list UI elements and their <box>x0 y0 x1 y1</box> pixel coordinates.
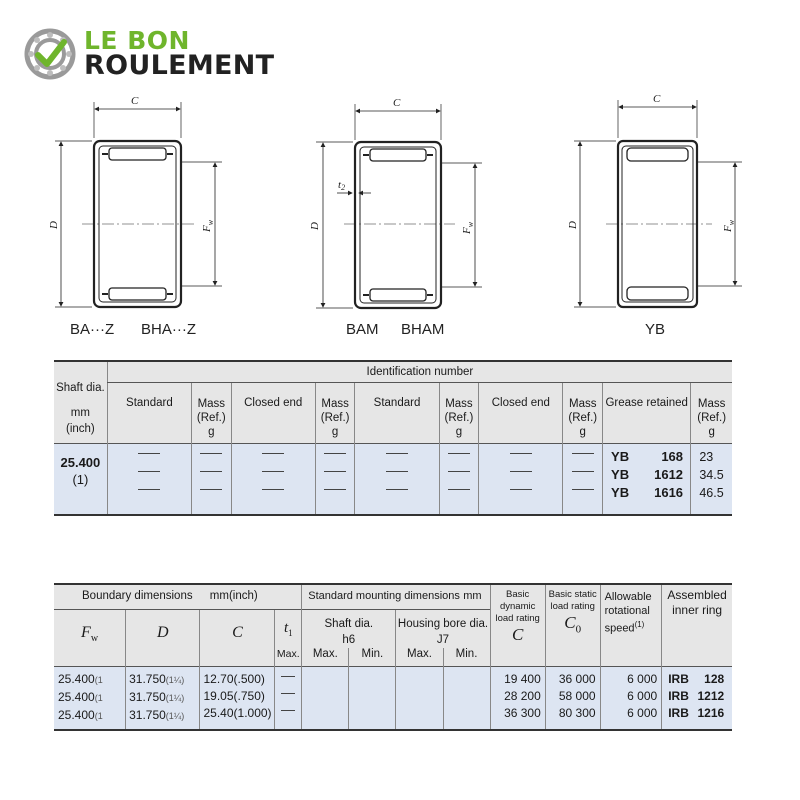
mass-label: Mass <box>569 398 597 410</box>
speed-header <box>600 584 662 666</box>
svg-text:Fw <box>201 219 215 233</box>
empty-mass-1 <box>192 444 232 516</box>
dim-fw-1-sub: w <box>206 219 215 226</box>
ring-row <box>662 688 732 705</box>
fw-inch: (1 <box>94 711 103 721</box>
label-bham: BHAM <box>401 321 445 338</box>
fw-value: 25.400 <box>58 708 95 722</box>
assembled-label: Assembled <box>667 588 727 602</box>
inch-label: (inch) <box>66 423 95 435</box>
c0-main: C <box>564 613 576 632</box>
load-rating-label: load rating <box>495 613 540 624</box>
col-mass-1 <box>192 383 232 444</box>
brand-line1: LE BON <box>84 26 190 55</box>
shaft-dia-header <box>54 361 107 444</box>
boundary-dimensions-table <box>54 583 732 731</box>
yb-number: 1612 <box>654 467 684 482</box>
ref-label: (Ref.) <box>444 412 474 424</box>
ring-prefix: IRB <box>668 672 689 686</box>
dim-c-1: C <box>131 95 139 107</box>
shaft-max: Max. <box>302 648 349 666</box>
inner-ring-label: inner ring <box>672 603 723 617</box>
fw-values <box>54 667 126 731</box>
col-mass-2 <box>315 383 355 444</box>
d-inch: (1¼) <box>165 693 185 703</box>
dim-c-2: C <box>393 97 401 109</box>
ref-label: (Ref.) <box>320 412 350 424</box>
g-label: g <box>579 426 586 438</box>
empty-mass-4 <box>563 444 603 516</box>
dim-fw-2 <box>461 221 475 235</box>
fw-value: 25.400 <box>58 672 95 686</box>
dynamic-load-value: 19 400 <box>504 672 541 686</box>
speed-value: 6 000 <box>627 689 658 703</box>
fw-value: 25.400 <box>58 690 95 704</box>
svg-text:Fw <box>461 221 475 235</box>
yb-number: 168 <box>661 449 684 464</box>
d-inch: (1¼) <box>165 711 185 721</box>
load-rating-label: load rating <box>550 601 595 612</box>
d-row <box>129 671 199 689</box>
t1-main: t <box>283 620 289 636</box>
fw-row <box>58 707 125 725</box>
dim-d-2: D <box>309 222 321 230</box>
empty-standard-2 <box>355 444 439 516</box>
drawing-ba-z <box>55 102 222 307</box>
mass-value: 34.5 <box>699 468 724 482</box>
basic-dynamic-label: Basic dynamic <box>499 589 536 612</box>
yb-prefix: YB <box>611 485 630 500</box>
dim-t2-main: t <box>338 179 342 191</box>
col-standard-2: Standard <box>355 383 439 444</box>
c-value: 19.05( <box>203 689 238 703</box>
empty-mass-2 <box>315 444 355 516</box>
static-load-value: 58 000 <box>558 689 596 703</box>
speed-value: 6 000 <box>627 706 658 720</box>
dynamic-load-value: 36 300 <box>504 706 541 720</box>
dim-fw-1 <box>201 219 215 233</box>
shaft-max-values <box>302 667 349 731</box>
dim-d-1: D <box>48 221 60 229</box>
speed-value: 6 000 <box>627 672 658 686</box>
col-closed-end-2: Closed end <box>479 383 563 444</box>
speed-label <box>605 618 662 636</box>
j7-label: J7 <box>436 634 450 646</box>
col-mass-4 <box>563 383 603 444</box>
ref-label: (Ref.) <box>568 412 598 424</box>
dim-fw-2-main: F <box>461 227 473 234</box>
table-row <box>54 444 732 516</box>
col-standard-1: Standard <box>107 383 191 444</box>
label-bha-z: BHA···Z <box>141 321 196 338</box>
g-label: g <box>455 426 463 438</box>
drawing-yb <box>574 100 742 307</box>
mass-label: Mass <box>697 398 726 410</box>
rotational-label: rotational <box>604 605 650 617</box>
mass-value: 46.5 <box>699 486 724 500</box>
g-label: g <box>331 426 339 438</box>
d-header: D <box>126 610 200 667</box>
d-inch: (1¼) <box>165 675 185 685</box>
fw-header <box>54 610 126 667</box>
dim-fw-1-main: F <box>201 225 213 232</box>
allowable-label: Allowable <box>604 591 652 603</box>
mass-label: Mass <box>321 398 349 410</box>
shaft-min-values <box>349 667 396 731</box>
mass-label: Mass <box>197 398 226 410</box>
ref-label: (Ref.) <box>697 412 727 424</box>
dim-fw-2-sub: w <box>466 221 475 228</box>
fw-row <box>58 671 125 689</box>
d-value: 31.750 <box>129 672 166 686</box>
grease-retained-values <box>603 444 691 516</box>
dim-fw-3 <box>722 219 736 233</box>
dim-fw-3-sub: w <box>727 219 736 226</box>
table-row <box>54 667 732 731</box>
shaft-dia-h6-header <box>302 610 396 649</box>
mm-label: mm <box>70 407 90 419</box>
t1-values <box>275 667 302 731</box>
housing-label: Housing bore dia. <box>397 618 489 630</box>
housing-j7-header <box>396 610 490 649</box>
h6-label: h6 <box>342 634 356 646</box>
ring-row <box>662 671 732 688</box>
t1-max: Max. <box>275 648 302 666</box>
basic-static-header <box>545 584 600 666</box>
c0-sub: 0 <box>575 623 582 636</box>
shaft-value-mm: 25.400 <box>60 455 101 470</box>
shaft-value-inch: (1) <box>72 472 89 487</box>
empty-standard-1 <box>107 444 191 516</box>
fw-inch: (1 <box>94 693 103 703</box>
empty-closed-1 <box>231 444 315 516</box>
fw-inch: (1 <box>94 675 103 685</box>
shaft-value <box>54 444 107 516</box>
c-values <box>200 667 275 731</box>
mass-label: Mass <box>445 398 473 410</box>
g-label: g <box>708 426 715 438</box>
dim-fw-3-main: F <box>722 225 734 232</box>
c-dynamic-symbol: C <box>511 625 524 644</box>
c-inch: 1.000) <box>237 706 272 720</box>
bearing-drawings <box>0 0 800 345</box>
housing-min-values <box>443 667 490 731</box>
housing-min: Min. <box>443 648 490 666</box>
svg-text:Fw <box>722 219 736 233</box>
ring-number: 1216 <box>697 706 725 720</box>
col-mass-3 <box>439 383 479 444</box>
d-value: 31.750 <box>129 708 166 722</box>
yb-prefix: YB <box>611 467 630 482</box>
col-mass-5 <box>691 383 732 444</box>
d-row <box>129 707 199 725</box>
c-inch: .750) <box>237 689 265 703</box>
empty-closed-2 <box>479 444 563 516</box>
dynamic-load-value: 28 200 <box>504 689 541 703</box>
grease-mass-values <box>691 444 732 516</box>
fw-main: F <box>81 624 91 641</box>
speed-values <box>600 667 662 731</box>
mount-unit: mm <box>463 590 482 602</box>
housing-max-values <box>396 667 443 731</box>
shaft-min: Min. <box>349 648 396 666</box>
speed-note: (1) <box>634 620 645 629</box>
basic-static-label: Basic static <box>548 589 597 600</box>
ring-prefix: IRB <box>668 706 689 720</box>
dynamic-load-values <box>490 667 545 731</box>
fw-sub: w <box>90 633 99 645</box>
d-row <box>129 689 199 707</box>
c-header: C <box>200 610 275 667</box>
speed-word: speed <box>604 622 635 635</box>
yb-prefix: YB <box>611 449 630 464</box>
basic-dynamic-header <box>490 584 545 666</box>
dim-c-3: C <box>653 93 661 105</box>
d-values <box>126 667 200 731</box>
col-grease-retained: Grease retained <box>603 383 691 444</box>
g-label: g <box>208 426 215 438</box>
mount-header <box>302 584 490 610</box>
empty-mass-3 <box>439 444 479 516</box>
ref-label: (Ref.) <box>196 412 226 424</box>
c-row <box>203 705 274 722</box>
brand-line2: ROULEMENT <box>84 50 275 81</box>
static-load-value: 36 000 <box>558 672 596 686</box>
ring-number: 128 <box>704 672 725 686</box>
shaft-dia-label: Shaft dia. <box>56 382 105 394</box>
boundary-unit: mm(inch) <box>209 590 258 602</box>
fw-row <box>58 689 125 707</box>
assembled-header <box>662 584 732 666</box>
static-load-value: 80 300 <box>558 706 596 720</box>
dim-d-3: D <box>567 221 579 229</box>
mount-label: Standard mounting dimensions <box>308 590 460 602</box>
ring-prefix: IRB <box>668 689 689 703</box>
label-bam: BAM <box>346 321 379 338</box>
t1-header <box>275 610 302 649</box>
identification-header: Identification number <box>107 361 732 383</box>
label-ba-z: BA···Z <box>70 321 115 338</box>
mass-value: 23 <box>699 450 714 464</box>
dim-t2 <box>338 179 345 192</box>
ring-number: 1212 <box>697 689 725 703</box>
yb-row-1 <box>603 448 690 466</box>
ring-row <box>662 705 732 722</box>
c0-symbol <box>546 613 600 636</box>
d-value: 31.750 <box>129 690 166 704</box>
c-row <box>203 688 274 705</box>
yb-number: 1616 <box>654 485 684 500</box>
c-row <box>203 671 274 688</box>
drawing-bam <box>316 104 482 308</box>
c-value: 25.40( <box>203 706 238 720</box>
yb-row-2 <box>603 466 690 484</box>
dim-t2-sub: 2 <box>341 183 346 192</box>
c-value: 12.70( <box>203 672 238 686</box>
boundary-label: Boundary dimensions <box>82 590 193 602</box>
yb-row-3 <box>603 484 690 502</box>
inner-ring-values <box>662 667 732 731</box>
housing-max: Max. <box>396 648 443 666</box>
shaft-dia-label: Shaft dia. <box>324 618 374 630</box>
t1-sub: 1 <box>288 628 293 638</box>
label-yb: YB <box>645 321 666 338</box>
boundary-header <box>54 584 302 610</box>
col-closed-end-1: Closed end <box>231 383 315 444</box>
identification-table <box>54 360 732 516</box>
c-inch: .500) <box>237 672 265 686</box>
static-load-values <box>545 667 600 731</box>
